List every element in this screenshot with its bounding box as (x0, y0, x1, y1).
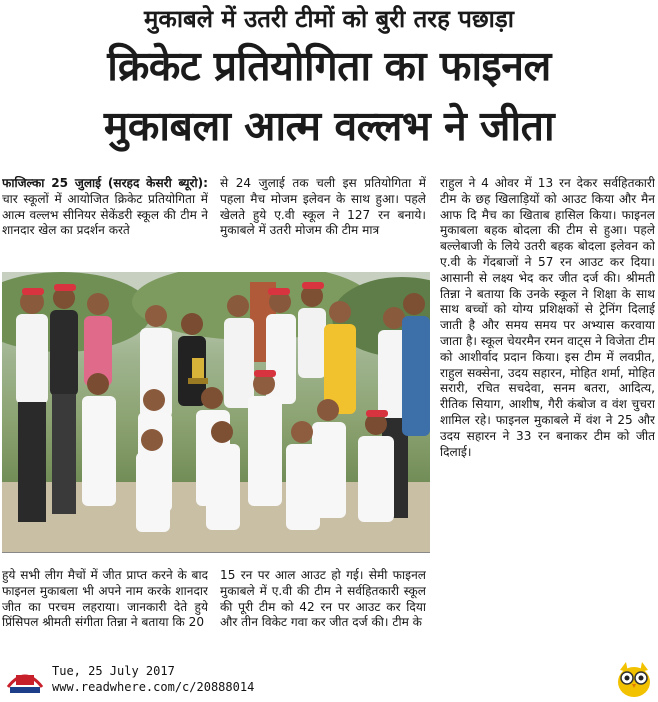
article-col3-text: राहुल ने 4 ओवर में 13 रन देकर सर्वहितकारी टीम के छह खिलाड़ियों को आउट किया और मैन आफ दि मैच का खिताब हासिल किया। फाइनल मुकाबला बहक बोदला की टीम से हुआ। पहले बल्लेबाजी के लिये उतरी बहक बोदला इलेवन को ए.वी के गेंदबाजों ने 57 रन आउट कर दिया। आसानी से लक्ष्य भेद कर जीत दर्ज की। श्रीमती तिन्ना ने बताया कि उनके स्कूल ने शिक्षा के साथ साथ बच्चों को योग्य प्रशिक्षकों से ट्रेनिंग दिलाई जाती है और समय समय पर अभ्यास करवाया जाता है। स्कूल चेयरमैन रमन वाट्स ने विजेता टीम को आशीर्वाद प्रदान किया। इस टीम में लवप्रीत, राहुल सक्सेना, उदय सहारन, मोहित शर्मा, मोहित सरारी, रचित सचदेवा, सनम बतरा, आदित्य, रीतिक सियाग, आशीष, गैरी कंबोज व वंश चुचरा शामिल रहे। फाइनल मुकाबले में वंश ने 25 और उदय सहारन ने 33 रन बनाकर टीम को जीत दिलाई। (440, 176, 655, 459)
article-col2-bottom-text: 15 रन पर आल आउट हो गई। सेमी फाइनल मुकाबले में ए.वी की टीम ने सर्वहितकारी स्कूल की पूरी टीम को 42 रन पर आउट कर दिया और तीन विकेट गवा कर जीत दर्ज की। टीम के (220, 568, 426, 630)
article-headline-line2: मुकाबला आत्म वल्लभ ने जीता (103, 102, 555, 150)
article-kicker: मुकाबले में उतरी टीमों को बुरी तरह पछाड़ा (144, 5, 514, 33)
article-dateline: फाजिल्का 25 जुलाई (सरहद केसरी ब्यूरो): (2, 176, 208, 190)
owl-mascot-icon (614, 660, 654, 698)
article-column-3 (440, 176, 655, 664)
article-column-1-bottom (2, 568, 208, 664)
footer-date: Tue, 25 July 2017 (52, 664, 175, 678)
article-column-1-top (2, 176, 208, 271)
article-column-2-bottom (220, 568, 426, 664)
newspaper-logo-icon (4, 663, 46, 695)
article-col2-top-text: से 24 जुलाई तक चली इस प्रतियोगिता में पहला मैच मोजम इलेवन के साथ हुआ। पहले खेलते हुये ए.वी स्कूल ने 127 रन बनाये। मुकाबले में उतरी मोजम की टीम मात्र (220, 176, 426, 238)
footer-url[interactable]: www.readwhere.com/c/20888014 (52, 680, 255, 694)
page-footer (0, 660, 658, 698)
team-photo (2, 272, 430, 553)
article-col1-top-text: चार स्कूलों में आयोजित क्रिकेट प्रतियोगिता में आत्म वल्लभ सीनियर सेकेंडरी स्कूल की टीम ने शानदार खेल का प्रदर्शन करते (2, 191, 208, 238)
team-photo-illustration (2, 272, 430, 552)
article-col1-bottom-text: हुये सभी लीग मैचों में जीत प्राप्त करने के बाद फाइनल मुकाबला भी अपने नाम करके शानदार जीत का परचम लहराया। जानकारी देते हुये प्रिंसिपल श्रीमती संगीता तिन्ना ने बताया कि 20 (2, 568, 208, 630)
article-headline-line1: क्रिकेट प्रतियोगिता का फाइनल (107, 42, 551, 90)
article-column-2-top (220, 176, 426, 271)
